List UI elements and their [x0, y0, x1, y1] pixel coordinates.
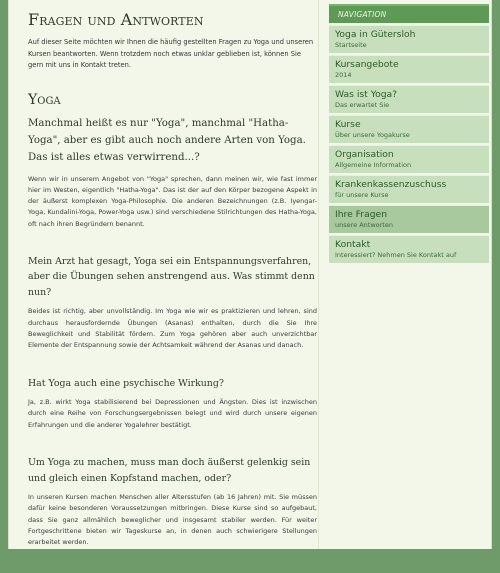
nav-item-subtitle: 2014 [335, 71, 352, 79]
nav-item-subtitle: Über unsere Yogakurse [335, 131, 410, 139]
column-divider [318, 0, 319, 549]
nav-item-was-ist-yoga[interactable] [329, 85, 489, 113]
qa-item [28, 115, 317, 230]
nav-item-title: Was ist Yoga? [335, 89, 398, 100]
main-content [28, 10, 317, 573]
nav-item-subtitle: für unsere Kurse [335, 191, 389, 199]
nav-heading: NAVIGATION [329, 4, 489, 23]
nav-item-subtitle: Allgemeine Information [335, 161, 412, 169]
nav-item-yoga-in-guetersloh[interactable] [329, 25, 489, 53]
section-title: Yoga [28, 91, 61, 108]
nav-item-organisation[interactable] [329, 145, 489, 173]
nav-item-title: Organisation [335, 149, 394, 160]
nav-item-ihre-fragen[interactable] [329, 205, 489, 233]
qa-item [28, 376, 317, 431]
sidebar-navigation [329, 4, 489, 263]
nav-item-title: Yoga in Gütersloh [335, 29, 416, 40]
nav-item-kursangebote[interactable] [329, 55, 489, 83]
answer: In unseren Kursen machen Menschen aller Altersstufen (ab 16 Jahren) mit. Sie müssen dafür keine besonderen Voraussetzungen mitbringen. Diese Kurse sind so aufgebaut, dass Sie ganz allmählich beweglicher und insgesamt stabiler werden. Für weiter Fortgeschrittene bieten wir Tageskurse an, in denen auch schwierigere Stellungen erarbeitet werden. [28, 493, 317, 547]
qa-item [28, 254, 317, 352]
qa-item [28, 455, 317, 548]
question: Manchmal heißt es nur "Yoga", manchmal "Hatha-Yoga", aber es gibt auch noch andere Arten von Yoga. Das ist alles etwas verwirrend...? [28, 117, 306, 163]
nav-item-subtitle: Startseite [335, 41, 367, 49]
nav-item-subtitle: unsere Antworten [335, 221, 393, 229]
page-title: Fragen und Antworten [28, 10, 204, 29]
question: Hat Yoga auch eine psychische Wirkung? [28, 377, 224, 389]
nav-item-title: Kursangebote [335, 59, 399, 70]
answer: Wenn wir in unserem Angebot von "Yoga" sprechen, dann meinen wir, wie fast immer hier im Westen, eigentlich "Hatha-Yoga". Das ist der auf den Körper bezogene Aspekt in der äußerst komplexen Yoga-Philosophie. Die anderen Bezeichnungen (z.B. Iyengar-Yoga, Kundalini-Yoga, Power-Yoga usw.) sind verschiedene Stilrichtungen des Hatha-Yoga, oft nach ihren Begründern benannt. [28, 174, 317, 228]
nav-item-subtitle: Das erwartet Sie [335, 101, 390, 109]
nav-item-title: Kontakt [335, 239, 371, 250]
answer: Beides ist richtig, aber unvollständig. Im Yoga wie wir es praktizieren und lehren, sind durchaus herausfordernde Übungen (Asanas) enthalten, durch die Sie Ihre Beweglichkeit und Stabilität fördern. Zum Yoga gehören aber auch unverzichtbar Elemente der Entspannung sowie der Achtsamkeit während der Asanas und danach. [28, 307, 317, 350]
question: Um Yoga zu machen, muss man doch äußerst gelenkig sein und gleich einen Kopfstand machen, oder? [28, 457, 311, 484]
answer: Ja, z.B. wirkt Yoga stabilisierend bei Depressionen und Ängsten. Dies ist inzwischen durch eine Reihe von Forschungsergebnissen belegt und wird durch unsere eigenen Erfahrungen und die anderer Yogalehrer bestätigt. [28, 398, 317, 429]
page [8, 0, 492, 549]
nav-item-title: Krankenkassenzuschuss [335, 179, 447, 190]
nav-item-kontakt[interactable] [329, 235, 489, 263]
nav-item-krankenkassenzuschuss[interactable] [329, 175, 489, 203]
nav-item-subtitle: Interessiert? Nehmen Sie Kontakt auf [335, 251, 457, 259]
nav-item-kurse[interactable] [329, 115, 489, 143]
nav-item-title: Ihre Fragen [335, 209, 388, 220]
question: Mein Arzt hat gesagt, Yoga sei ein Entspannungsverfahren, aber die Übungen sehen anstrengend aus. Was stimmt denn nun? [28, 255, 315, 298]
intro-text: Auf dieser Seite möchten wir Ihnen die häufig gestellten Fragen zu Yoga und unseren Kursen beantworten. Wenn trotzdem noch etwas unklar geblieben ist, können Sie gern mit uns in Kontakt treten. [28, 38, 314, 69]
nav-item-title: Kurse [335, 119, 361, 130]
